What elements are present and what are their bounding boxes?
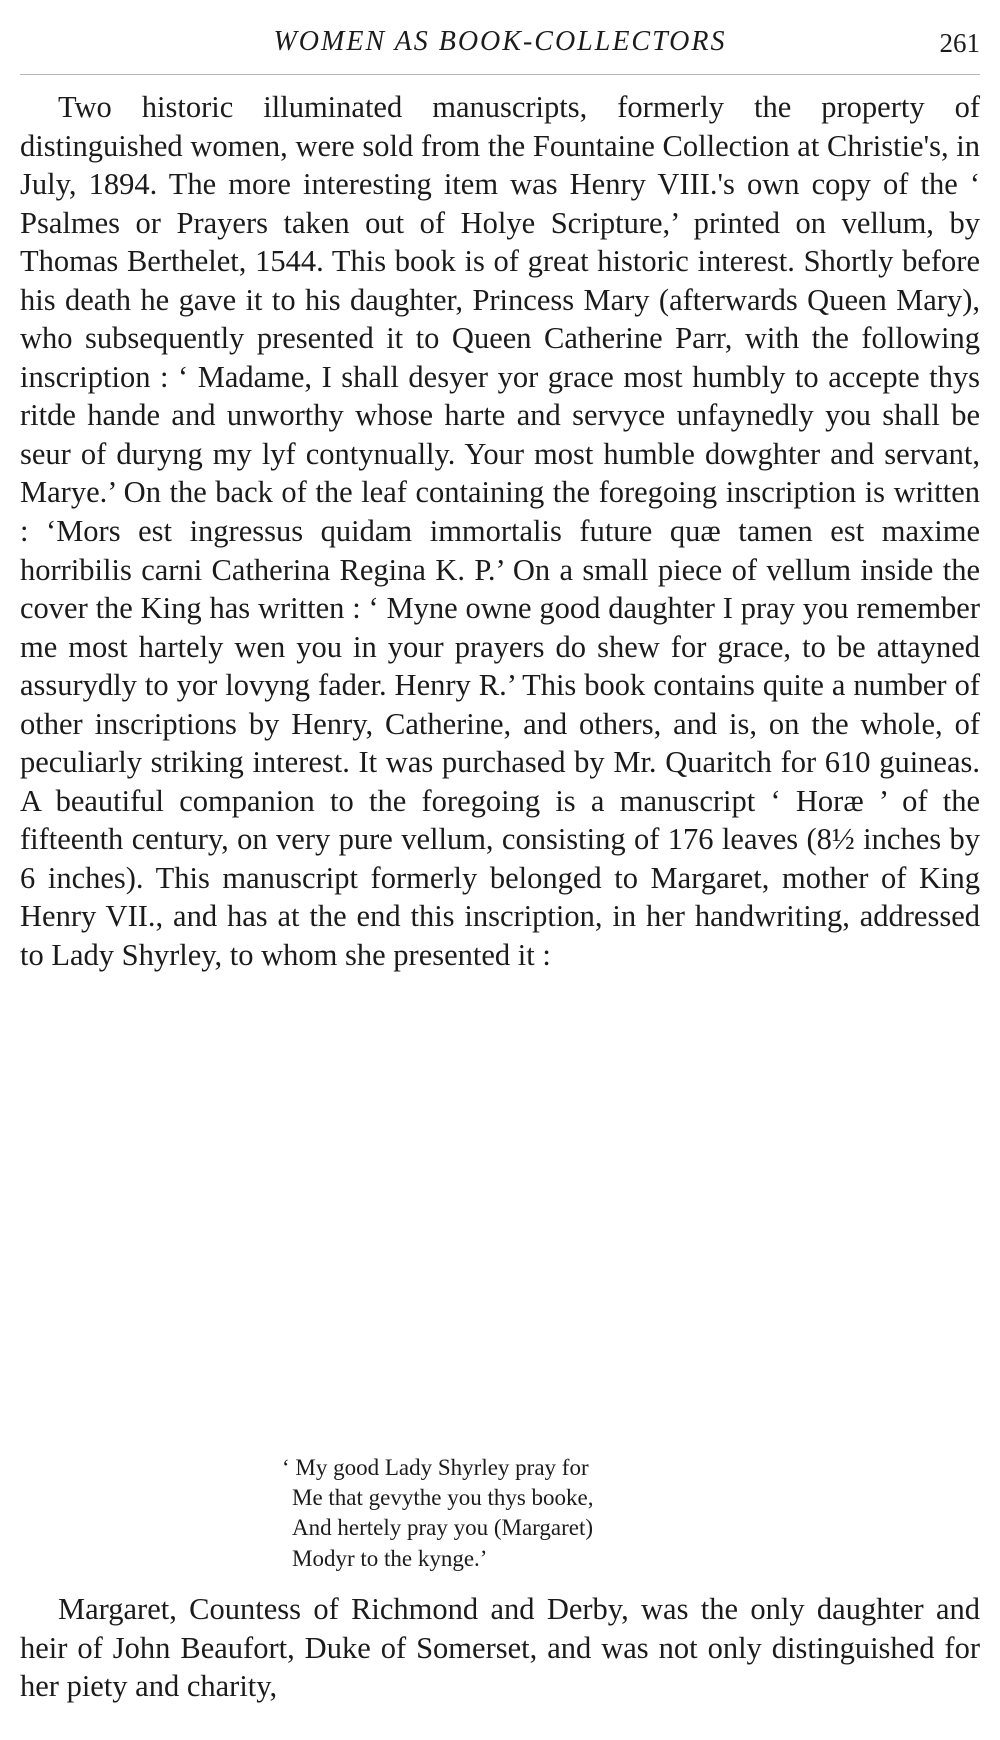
header-rule xyxy=(20,74,980,75)
paragraph-manuscripts: Two historic illuminated manuscripts, formerly the property of distinguished women, were sold from the Fountaine Collection at Christie's, in July, 1894. The more interesting item was Henry VIII.'s own copy of the ‘ Psalmes or Prayers taken out of Holye Scripture,’ printed on vellum, by Thomas Berthelet, 1544. This book is of great historic interest. Shortly before his death he gave it to his daughter, Princess Mary (afterwards Queen Mary), who subsequently presented it to Queen Catherine Parr, with the following inscription : ‘ Madame, I shall desyer yor grace most humbly to accepte thys ritde hande and unworthy whose harte and servyce unfaynedly you shall be seur of duryng my lyf contynually. Your most humble dowghter and servant, Marye.’ On the back of the leaf containing the foregoing inscription is written : ‘Mors est ingressus quidam immortalis future quæ tamen est maxime horribilis carni Catherina Regina K. P.’ On a small piece of vellum inside the cover the King has written : ‘ Myne owne good daughter I pray you remember me most hartely wen you in your prayers do shew for grace, to be attayned assurydly to yor lovyng fader. Henry R.’ This book contains quite a number of other inscriptions by Henry, Catherine, and others, and is, on the whole, of peculiarly striking interest. It was purchased by Mr. Quaritch for 610 guineas. A beautiful companion to the foregoing is a manuscript ‘ Horæ ’ of the fifteenth century, on very pure vellum, consisting of 176 leaves (8½ inches by 6 inches). This manuscript formerly belonged to Margaret, mother of King Henry VII., and has at the end this inscription, in her handwriting, addressed to Lady Shyrley, to whom she presented it : xyxy=(20,90,980,973)
verse-line: Modyr to the kynge.’ xyxy=(292,1545,488,1571)
continuation-text-block xyxy=(20,1590,980,1706)
paragraph-margaret: Margaret, Countess of Richmond and Derby, was the only daughter and heir of John Beaufort, Duke of Somerset, and was not only distinguished for her piety and charity, xyxy=(20,1592,980,1703)
main-text-block xyxy=(20,88,980,975)
running-title: WOMEN AS BOOK-COLLECTORS xyxy=(273,26,727,57)
verse-inscription xyxy=(282,1453,742,1574)
verse-line: ‘ My good Lady Shyrley pray for xyxy=(282,1455,589,1480)
verse-line: Me that gevythe you thys booke, xyxy=(292,1485,594,1511)
running-header xyxy=(20,22,980,62)
page-number: 261 xyxy=(939,28,980,58)
verse-line: And hertely pray you (Margaret) xyxy=(292,1515,594,1541)
